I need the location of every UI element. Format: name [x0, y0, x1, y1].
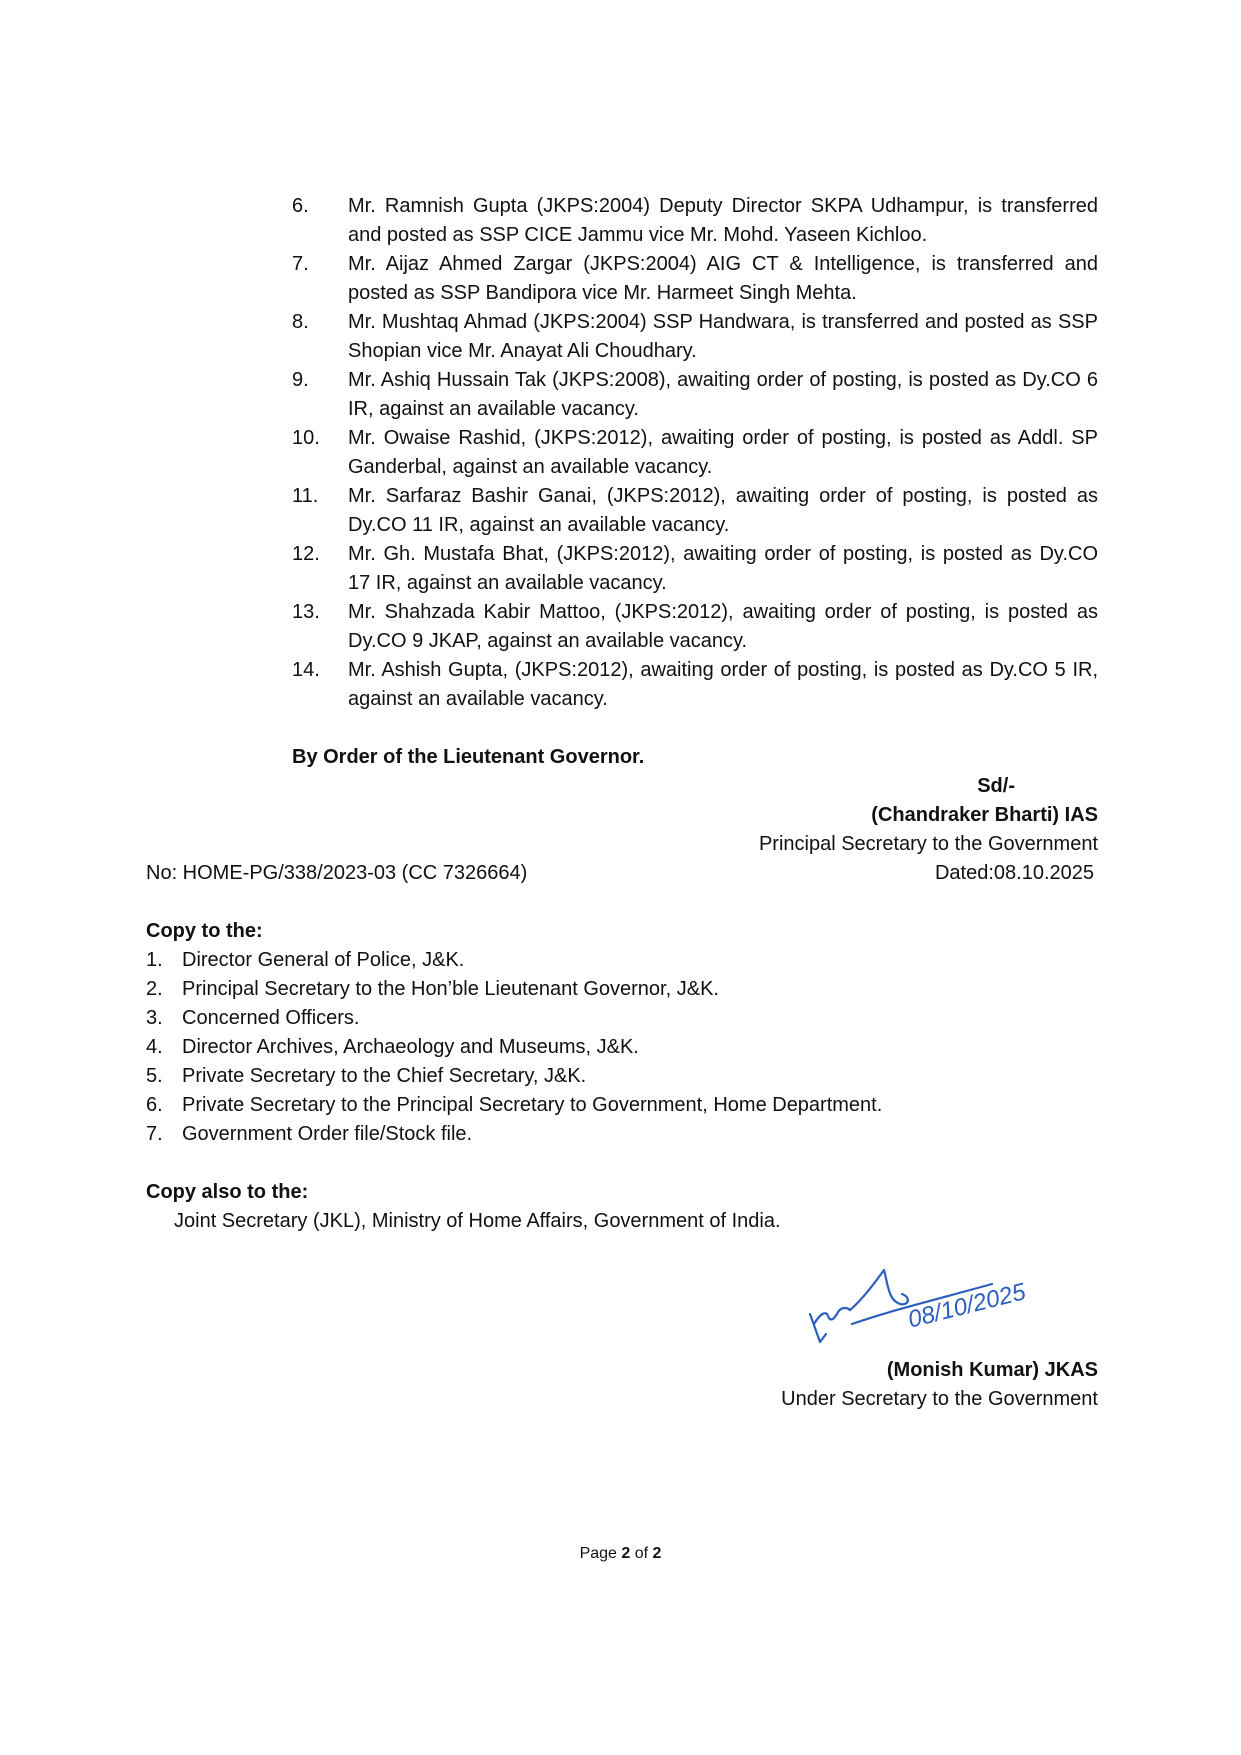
copy-text: Principal Secretary to the Hon’ble Lieutenant Governor, J&K.	[182, 978, 719, 1000]
order-text: Mr. Ashish Gupta, (JKPS:2012), awaiting order of posting, is posted as Dy.CO 5 IR, against an available vacancy.	[348, 659, 1098, 710]
signatory-1-name: (Chandraker Bharti) IAS	[871, 804, 1098, 826]
copy-text: Director General of Police, J&K.	[182, 949, 465, 971]
order-number: 9.	[292, 369, 309, 391]
order-number: 13.	[292, 601, 320, 623]
order-number: 6.	[292, 195, 309, 217]
copy-to-item	[146, 975, 1241, 1004]
order-number: 14.	[292, 659, 320, 681]
signatory-1-designation: Principal Secretary to the Government	[758, 833, 1098, 855]
copy-also-heading: Copy also to the:	[146, 1181, 309, 1203]
orders-list	[292, 192, 1098, 714]
order-item	[292, 540, 1098, 598]
order-text: Mr. Aijaz Ahmed Zargar (JKPS:2004) AIG CT & Intelligence, is transferred and posted as SSP Bandipora vice Mr. Harmeet Singh Mehta.	[348, 253, 1098, 304]
order-number: 10.	[292, 427, 320, 449]
copy-text: Government Order file/Stock file.	[182, 1123, 473, 1145]
copy-to-item	[146, 1062, 1241, 1091]
copy-also-item: Joint Secretary (JKL), Ministry of Home Affairs, Government of India.	[174, 1210, 781, 1232]
copy-to-list	[146, 946, 1241, 1149]
order-number: 12.	[292, 543, 320, 565]
order-text: Mr. Ramnish Gupta (JKPS:2004) Deputy Director SKPA Udhampur, is transferred and posted as SSP CICE Jammu vice Mr. Mohd. Yaseen Kichloo.	[348, 195, 1098, 246]
signatory-2-designation: Under Secretary to the Government	[781, 1388, 1098, 1410]
order-item	[292, 366, 1098, 424]
copy-to-item	[146, 946, 1241, 975]
copy-to-item	[146, 1004, 1241, 1033]
total-pages: 2	[652, 1545, 662, 1562]
copy-number: 4.	[146, 1036, 163, 1058]
order-text: Mr. Owaise Rashid, (JKPS:2012), awaiting order of posting, is posted as Addl. SP Ganderbal, against an available vacancy.	[348, 427, 1098, 478]
order-item	[292, 308, 1098, 366]
footer-prefix: Page	[579, 1545, 622, 1562]
footer-of: of	[630, 1545, 653, 1562]
order-item	[292, 250, 1098, 308]
order-text: Mr. Sarfaraz Bashir Ganai, (JKPS:2012), awaiting order of posting, is posted as Dy.CO 11 IR, against an available vacancy.	[348, 485, 1098, 536]
order-text: Mr. Ashiq Hussain Tak (JKPS:2008), awaiting order of posting, is posted as Dy.CO 6 IR, against an available vacancy.	[348, 369, 1098, 420]
document-body	[0, 192, 1241, 1414]
order-item	[292, 482, 1098, 540]
copy-number: 3.	[146, 1007, 163, 1029]
copy-number: 2.	[146, 978, 163, 1000]
signature-date: 08/10/2025	[905, 1278, 1029, 1334]
copy-number: 1.	[146, 949, 163, 971]
order-text: Mr. Shahzada Kabir Mattoo, (JKPS:2012), awaiting order of posting, is posted as Dy.CO 9 JKAP, against an available vacancy.	[348, 601, 1098, 652]
sd-mark: Sd/-	[977, 775, 1015, 797]
signature-area	[0, 1244, 1241, 1356]
by-order-line: By Order of the Lieutenant Governor.	[292, 746, 645, 768]
order-number: 11.	[292, 485, 319, 507]
order-number: 7.	[292, 253, 309, 275]
page-footer	[0, 1545, 1241, 1563]
current-page: 2	[621, 1545, 631, 1562]
copy-to-item	[146, 1120, 1241, 1149]
reference-row	[146, 859, 1094, 888]
copy-text: Director Archives, Archaeology and Museums, J&K.	[182, 1036, 639, 1058]
copy-to-item	[146, 1033, 1241, 1062]
order-item	[292, 656, 1098, 714]
copy-text: Concerned Officers.	[182, 1007, 360, 1029]
copy-text: Private Secretary to the Principal Secretary to Government, Home Department.	[182, 1094, 883, 1116]
signatory-2-name: (Monish Kumar) JKAS	[886, 1359, 1098, 1381]
order-item	[292, 192, 1098, 250]
handwritten-signature	[796, 1244, 1076, 1348]
order-text: Mr. Gh. Mustafa Bhat, (JKPS:2012), awaiting order of posting, is posted as Dy.CO 17 IR, against an available vacancy.	[348, 543, 1098, 594]
date-line: Dated:08.10.2025	[934, 862, 1094, 884]
order-item	[292, 598, 1098, 656]
order-number: 8.	[292, 311, 309, 333]
copy-number: 6.	[146, 1094, 163, 1116]
reference-number: No: HOME-PG/338/2023-03 (CC 7326664)	[146, 862, 528, 884]
copy-to-heading: Copy to the:	[146, 920, 263, 942]
copy-to-item	[146, 1091, 1241, 1120]
copy-text: Private Secretary to the Chief Secretary, J&K.	[182, 1065, 587, 1087]
order-item	[292, 424, 1098, 482]
order-text: Mr. Mushtaq Ahmad (JKPS:2004) SSP Handwara, is transferred and posted as SSP Shopian vice Mr. Anayat Ali Choudhary.	[348, 311, 1098, 362]
copy-number: 5.	[146, 1065, 163, 1087]
copy-number: 7.	[146, 1123, 163, 1145]
